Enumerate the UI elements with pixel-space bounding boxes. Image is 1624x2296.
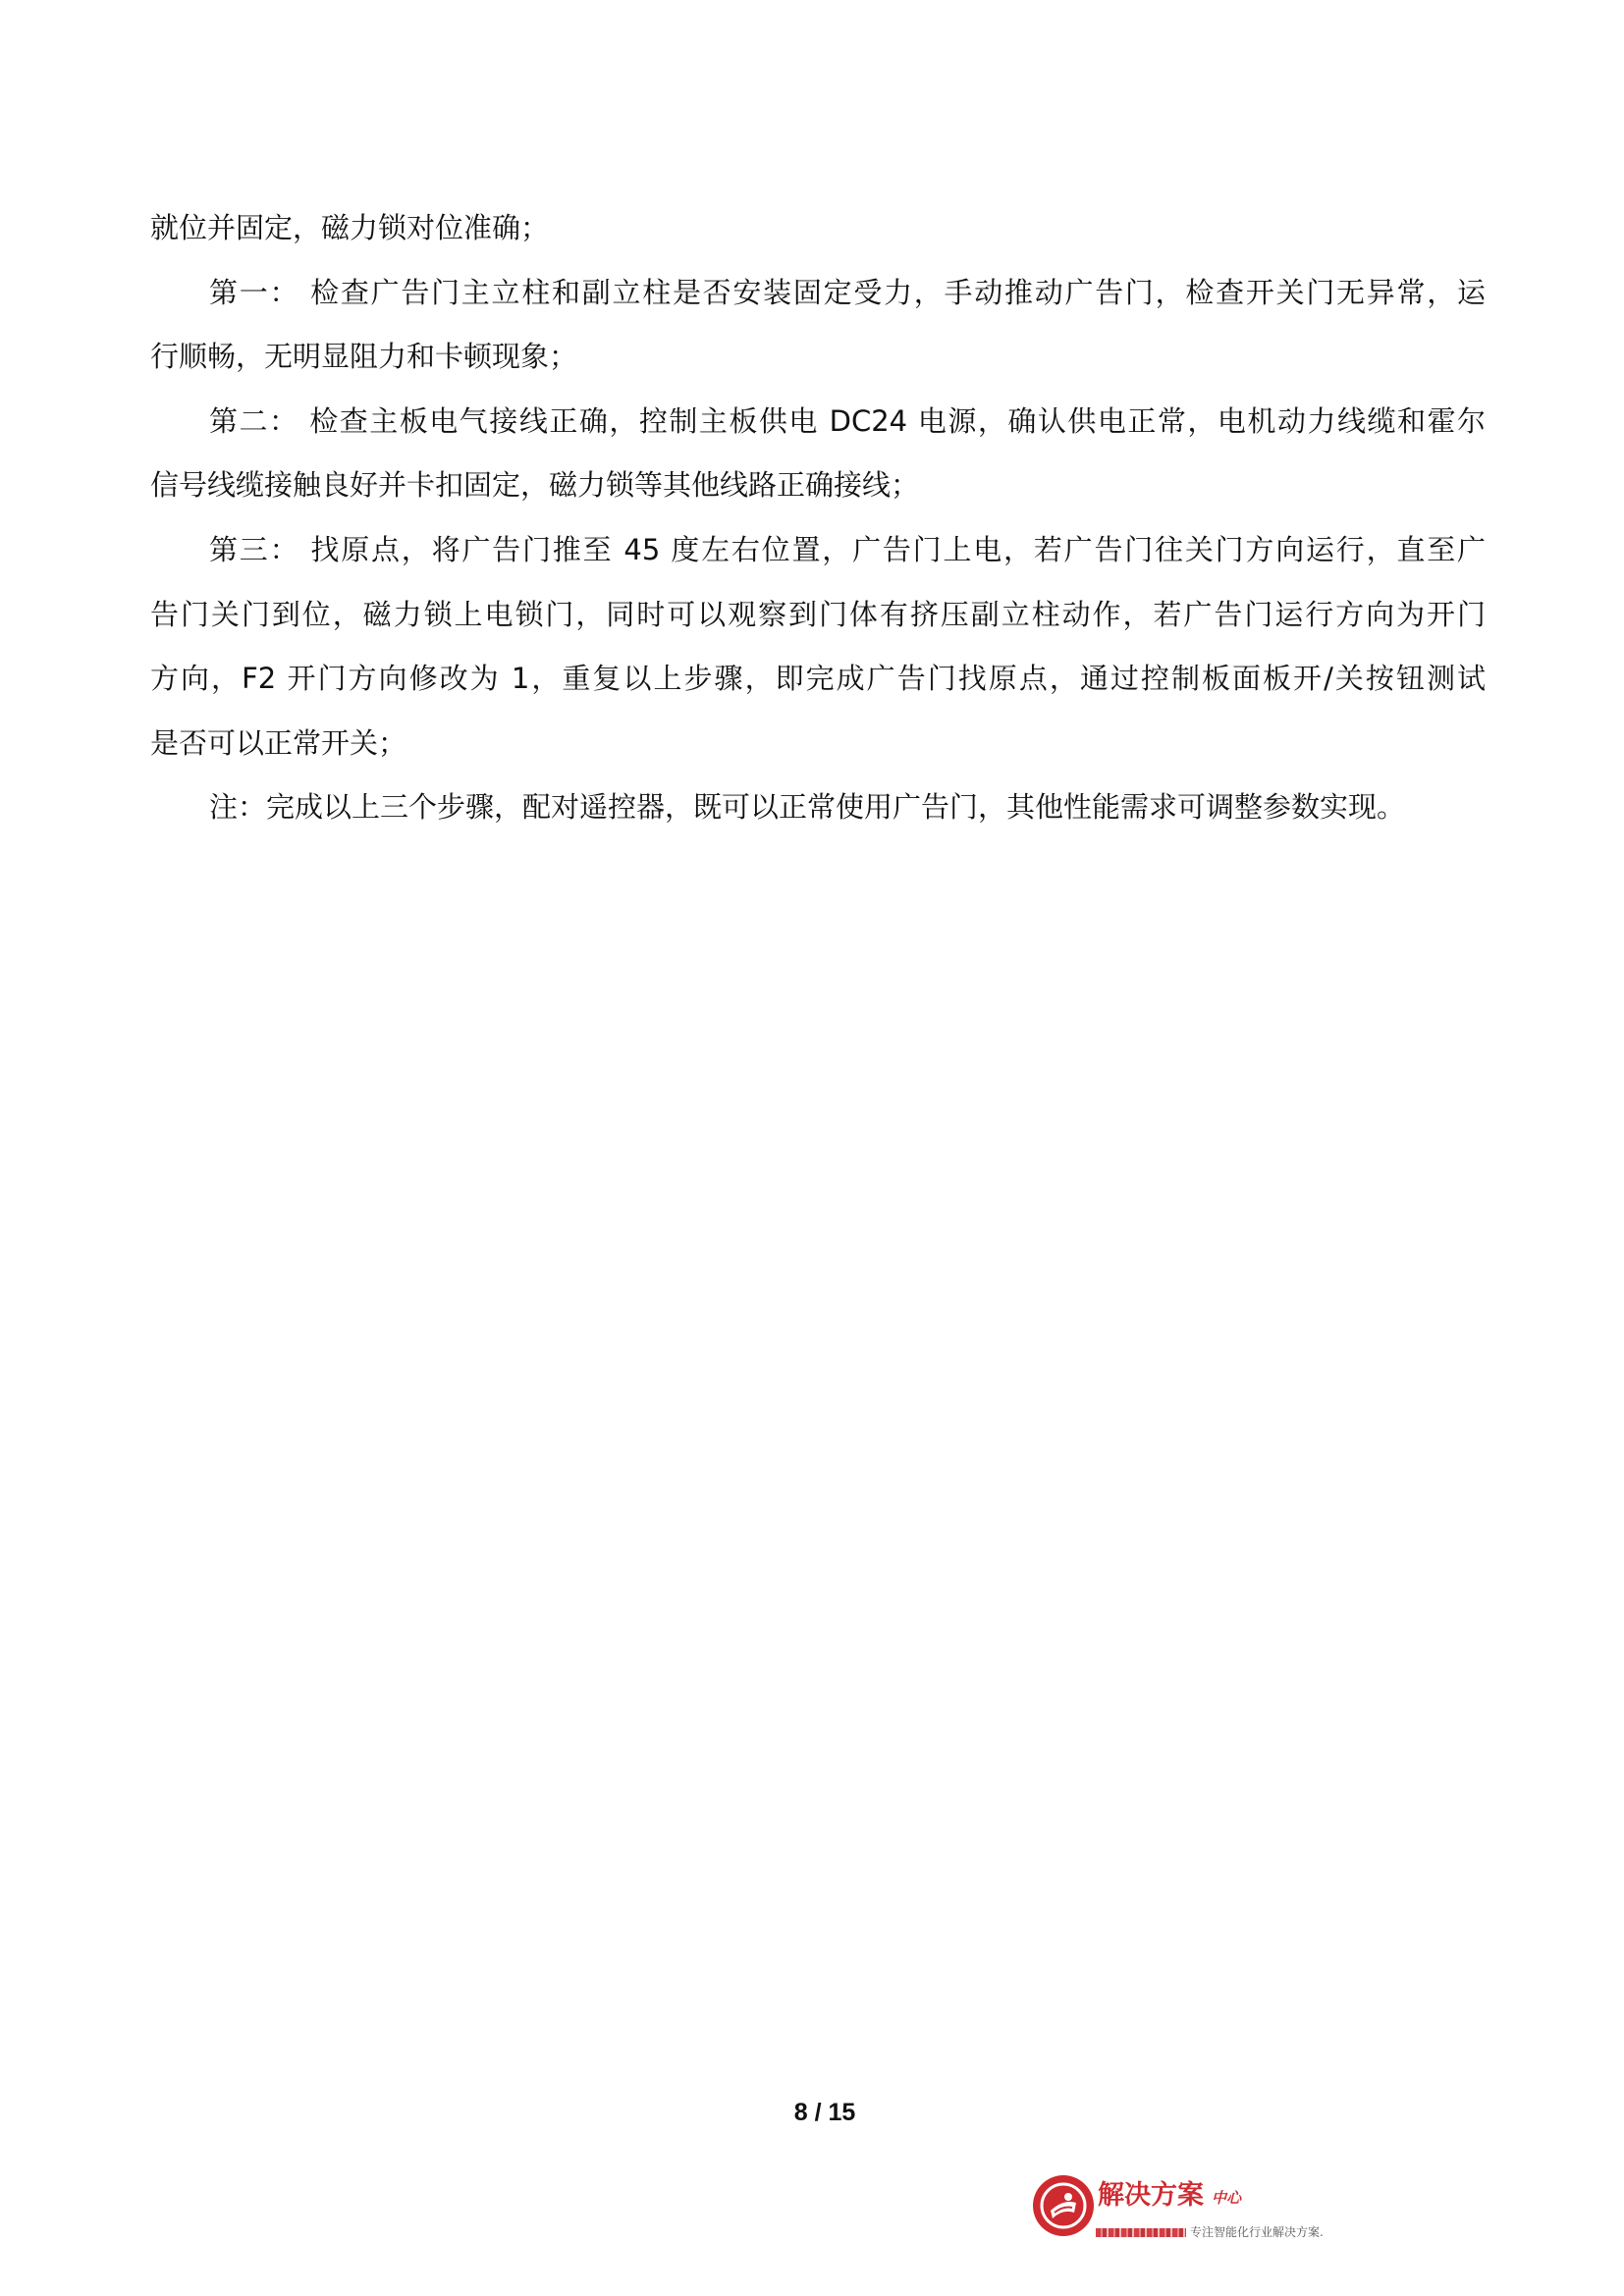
step-three-line-1: 第三： 找原点，将广告门推至 45 度左右位置，广告门上电，若广告门往关门方向运行，直至广 — [209, 532, 1486, 566]
logo-title: 解决方案 — [1098, 2180, 1204, 2211]
step-one-line-2: 行顺畅，无明显阻力和卡顿现象； — [150, 340, 578, 374]
logo-title-suffix: 中心 — [1212, 2189, 1242, 2207]
logo-tagline: 专注智能化行业解决方案. — [1190, 2225, 1324, 2239]
brand-logo — [1027, 2169, 1400, 2248]
step-one-line-1: 第一： 检查广告门主立柱和副立柱是否安装固定受力，手动推动广告门，检查开关门无异常，运 — [209, 275, 1486, 309]
logo-decorative-bar — [1096, 2228, 1186, 2237]
step-two-line-1: 第二： 检查主板电气接线正确，控制主板供电 DC24 电源，确认供电正常，电机动力线缆和霍尔 — [209, 403, 1486, 438]
document-body — [150, 196, 1486, 840]
step-three-line-2: 告门关门到位，磁力锁上电锁门，同时可以观察到门体有挤压副立柱动作，若广告门运行方向为开门 — [150, 597, 1486, 631]
page-number: 8 / 15 — [793, 2099, 856, 2126]
step-three-line-4: 是否可以正常开关； — [150, 725, 407, 760]
paragraph-continuation-line: 就位并固定，磁力锁对位准确； — [150, 211, 550, 244]
step-three-line-3: 方向，F2 开门方向修改为 1，重复以上步骤，即完成广告门找原点，通过控制板面板开/关按钮测试 — [150, 662, 1486, 696]
note-line: 注：完成以上三个步骤，配对遥控器，既可以正常使用广告门，其他性能需求可调整参数实现。 — [209, 790, 1406, 825]
book-circle-icon — [1031, 2173, 1096, 2238]
step-two-line-2: 信号线缆接触良好并卡扣固定，磁力锁等其他线路正确接线； — [150, 468, 920, 503]
